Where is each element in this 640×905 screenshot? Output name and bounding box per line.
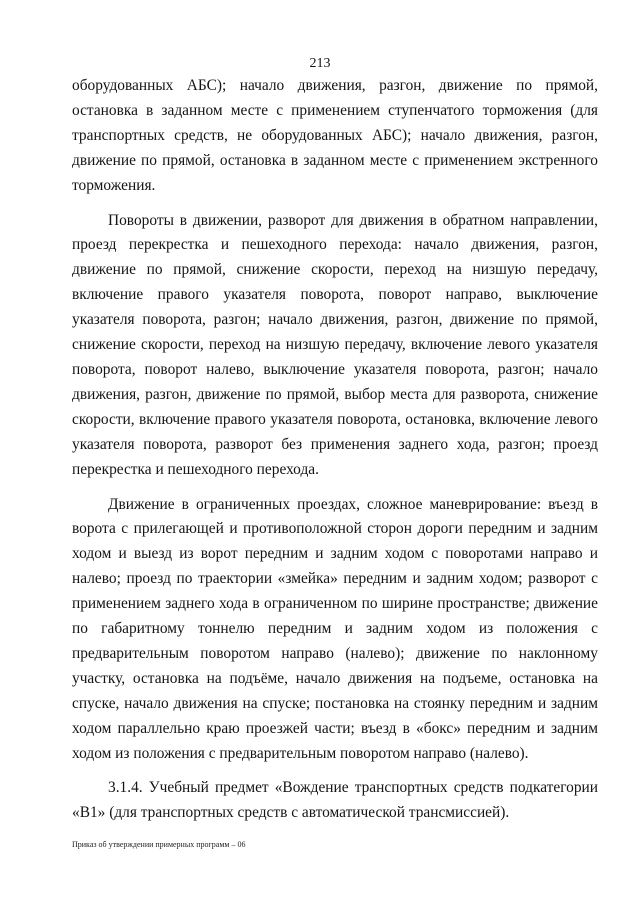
page-number: 213 bbox=[309, 56, 331, 71]
section-heading-3-1-4: 3.1.4. Учебный предмет «Вождение транспортных средств подкатегории «В1» (для транспортных средств с автоматической трансмиссией). bbox=[72, 779, 598, 822]
paragraph-braking-continuation: оборудованных АБС); начало движения, разгон, движение по прямой, остановка в заданном месте с применением ступенчатого торможения (для транспортных средств, не оборудованных АБС); начало движения, разгон, движение по прямой, остановка в заданном месте с применением экстренного торможения. bbox=[72, 77, 598, 194]
footer-note: Приказ об утверждении примерных программ – 06 bbox=[72, 840, 246, 849]
body-text bbox=[72, 74, 598, 836]
paragraph-turns-and-crossings: Повороты в движении, разворот для движения в обратном направлении, проезд перекрестка и пешеходного перехода: начало движения, разгон, движение по прямой, снижение скорости, переход на низшую передачу, включение правого указателя поворота, поворот направо, выключение указателя поворота, разгон; начало движения, разгон, движение по прямой, снижение скорости, переход на низшую передачу, включение левого указателя поворота, поворот налево, выключение указателя поворота, разгон; начало движения, разгон, движение по прямой, выбор места для разворота, снижение скорости, включение правого указателя поворота, остановка, включение левого указателя поворота, разворот без применения заднего хода, разгон; проезд перекрестка и пешеходного перехода. bbox=[72, 211, 598, 478]
paragraph-restricted-maneuvering: Движение в ограниченных проездах, сложное маневрирование: въезд в ворота с прилегающей и противоположной сторон дороги передним и задним ходом и выезд из ворот передним и задним ходом с поворотами направо и налево; проезд по траектории «змейка» передним и задним ходом; разворот с применением заднего хода в ограниченном по ширине пространстве; движение по габаритному тоннелю передним и задним ходом из положения с предварительным поворотом направо (налево); движение по наклонному участку, остановка на подъёме, начало движения на подъеме, остановка на спуске, начало движения на спуске; постановка на стоянку передним и задним ходом параллельно краю проезжей части; въезд в «бокс» передним и задним ходом из положения с предварительным поворотом направо (налево). bbox=[72, 495, 598, 762]
